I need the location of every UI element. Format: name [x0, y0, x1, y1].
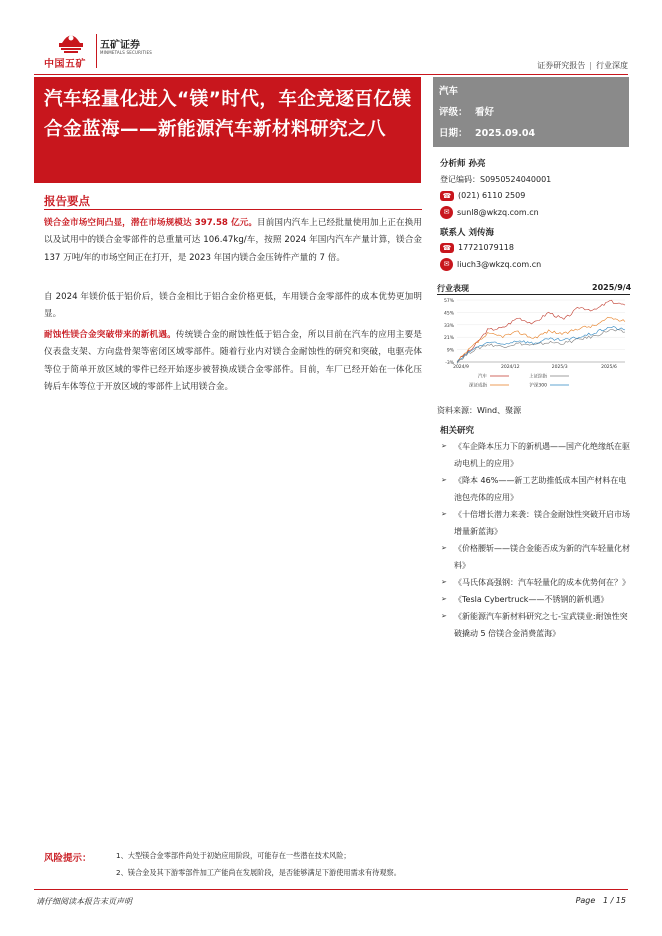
summary-paragraph-1 — [44, 215, 422, 267]
contact-name: 联系人 刘传海 — [440, 228, 494, 238]
date-row — [439, 123, 623, 144]
legend-label: 沪深300 — [529, 383, 547, 389]
legend-label: 上证综指 — [529, 374, 547, 380]
related-research-item[interactable] — [440, 472, 632, 506]
title-banner — [34, 77, 421, 183]
summary-text-1: 目前国内汽车上已经批量使用加上正在换用以及试用中的镁合金零部件的总重量可达 106.47kg/车，按照 2024 年国内汽车产量计算，镁合金 137 万吨/年的市场空间正在打开，是 2023 年国内镁合金压铸件产量的 7 倍。 — [44, 218, 422, 263]
related-research-item[interactable] — [440, 574, 632, 591]
y-tick-label: 57% — [443, 299, 454, 304]
analyst-phone[interactable]: (021) 6110 2509 — [458, 191, 526, 200]
email-icon: ✉ — [440, 206, 453, 219]
summary-highlight-3: 耐蚀性镁合金突破带来的新机遇。 — [44, 330, 176, 340]
related-research-item[interactable] — [440, 438, 632, 472]
page-value: 1 / 15 — [602, 896, 626, 905]
report-type-header — [537, 60, 628, 71]
related-research-heading: 相关研究 — [440, 426, 475, 436]
summary-paragraph-3 — [44, 327, 422, 397]
phone-icon: ☎ — [440, 243, 454, 253]
y-tick-label: -3% — [445, 361, 454, 366]
risk-item-2: 2、镁合金及其下游零部件加工产能尚在发展阶段，是否能够满足下游使用需求有待观察。 — [116, 868, 401, 877]
related-research-list — [440, 438, 632, 642]
bullet-arrow-icon: ➢ — [441, 578, 447, 586]
contact-email[interactable]: liuch3@wkzq.com.cn — [457, 260, 542, 269]
rating-label: 评级： — [439, 107, 468, 118]
email-icon: ✉ — [440, 258, 453, 271]
industry-name: 汽车 — [439, 86, 459, 97]
rating-value: 看好 — [475, 107, 495, 118]
related-research-title: 《马氏体高强钢：汽车轻量化的成本优势何在？》 — [454, 578, 630, 587]
legend-label: 深证成指 — [469, 383, 487, 389]
y-tick-label: 33% — [443, 323, 454, 329]
summary-rule — [44, 209, 422, 210]
legend-label: 汽车 — [478, 374, 487, 380]
x-tick-label: 2024/9 — [453, 365, 469, 370]
contact-title — [440, 226, 630, 238]
securities-name-en: MINMETALS SECURITIES — [100, 50, 152, 55]
contact-email-row — [440, 257, 541, 273]
company-logo — [44, 30, 154, 70]
analyst-title — [440, 157, 630, 169]
related-research-title: 《价格腰斩——镁合金能否成为新的汽车轻量化材料》 — [454, 544, 630, 570]
header-rule — [34, 74, 628, 75]
securities-name: 五矿证券 — [100, 40, 140, 51]
x-tick-label: 2025/3 — [551, 365, 568, 370]
footer-disclaimer: 请仔细阅读本报告末页声明 — [36, 897, 132, 906]
phone-icon: ☎ — [440, 191, 454, 201]
rating-box — [433, 77, 629, 147]
related-research-title: 《新能源汽车新材料研究之七-宝武镁业:耐蚀性突破撬动 5 倍镁合金消费蓝海》 — [454, 612, 628, 638]
performance-date: 2025/9/4 — [592, 283, 632, 292]
y-tick-label: 21% — [443, 336, 454, 342]
header-separator: | — [589, 61, 592, 70]
related-research-item[interactable] — [440, 540, 632, 574]
related-research-item[interactable] — [440, 608, 632, 642]
analyst-phone-row — [440, 188, 525, 204]
related-research-title: 《车企降本压力下的新机遇——国产化绝缘纸在驱动电机上的应用》 — [454, 442, 630, 468]
summary-highlight-1: 镁合金市场空间凸显，潜在市场规模达 397.58 亿元。 — [44, 218, 258, 228]
bullet-arrow-icon: ➢ — [441, 442, 447, 450]
chart-source: 资料来源：Wind、聚源 — [437, 406, 522, 415]
analyst-email[interactable]: sunl8@wkzq.com.cn — [457, 208, 539, 217]
footer-rule — [34, 889, 628, 890]
series-line-0 — [457, 300, 625, 361]
bullet-arrow-icon: ➢ — [441, 510, 447, 518]
analyst-reg: 登记编码：S0950524040001 — [440, 175, 552, 184]
company-name: 中国五矿 — [44, 59, 86, 70]
report-type: 证券研究报告 — [537, 61, 586, 70]
risk-label: 风险提示： — [44, 853, 92, 864]
related-research-title: 《Tesla Cybertruck——不锈钢的新机遇》 — [454, 595, 609, 604]
series-line-3 — [457, 326, 625, 362]
related-research-title: 《十倍增长潜力来袭：镁合金耐蚀性突破开启市场增量新蓝海》 — [454, 510, 630, 536]
x-tick-label: 2025/6 — [601, 365, 617, 370]
report-title: 汽车轻量化进入“镁”时代，车企竞逐百亿镁合金蓝海——新能源汽车新材料研究之八 — [44, 89, 412, 140]
series-line-2 — [457, 317, 625, 361]
report-category: 行业深度 — [596, 61, 628, 70]
industry-performance-chart — [437, 296, 630, 392]
performance-title: 行业表现 — [437, 284, 469, 293]
risk-item-1: 1、大型镁合金零部件尚处于初始应用阶段，可能存在一些潜在技术风险； — [116, 851, 351, 860]
date-label: 日期： — [439, 128, 468, 139]
analyst-email-row — [440, 205, 539, 221]
bullet-arrow-icon: ➢ — [441, 595, 447, 603]
series-line-1 — [457, 329, 625, 363]
summary-heading: 报告要点 — [44, 194, 90, 208]
summary-paragraph-2: 自 2024 年镁价低于铝价后，镁合金相比于铝合金价格更低，车用镁合金零部件的成本优势更加明显。 — [44, 292, 422, 320]
related-research-item[interactable] — [440, 506, 632, 540]
bullet-arrow-icon: ➢ — [441, 544, 447, 552]
related-research-item[interactable] — [440, 591, 632, 608]
contact-phone[interactable]: 17721079118 — [458, 243, 514, 252]
y-tick-label: 45% — [443, 311, 454, 317]
y-tick-label: 9% — [446, 348, 454, 354]
performance-rule — [437, 294, 630, 295]
date-value: 2025.09.04 — [475, 128, 536, 139]
analyst-name: 分析师 孙亮 — [440, 159, 486, 169]
page-number — [576, 896, 626, 905]
minmetals-emblem-icon — [56, 30, 86, 54]
page-label: Page — [575, 896, 596, 905]
related-research-title: 《降本 46%——新工艺助推低成本国产材料在电池包壳体的应用》 — [454, 476, 627, 502]
bullet-arrow-icon: ➢ — [441, 476, 447, 484]
rating-row — [439, 102, 623, 123]
logo-divider — [96, 34, 97, 68]
bullet-arrow-icon: ➢ — [441, 612, 447, 620]
summary-text-3: 传统镁合金的耐蚀性低于铝合金，所以目前在汽车的应用主要是仪表盘支架、方向盘骨架等密闭区域零部件。随着行业内对镁合金耐蚀性的研究和突破，电驱壳体等位于简单开放区域的零件已经开始逐步被替换成镁合金零部件。目前，车厂已经开始在一体化压铸后车体等位于开放区域的零部件上试用镁合金。 — [44, 330, 422, 393]
contact-phone-row — [440, 240, 514, 256]
x-tick-label: 2024/12 — [500, 365, 520, 370]
